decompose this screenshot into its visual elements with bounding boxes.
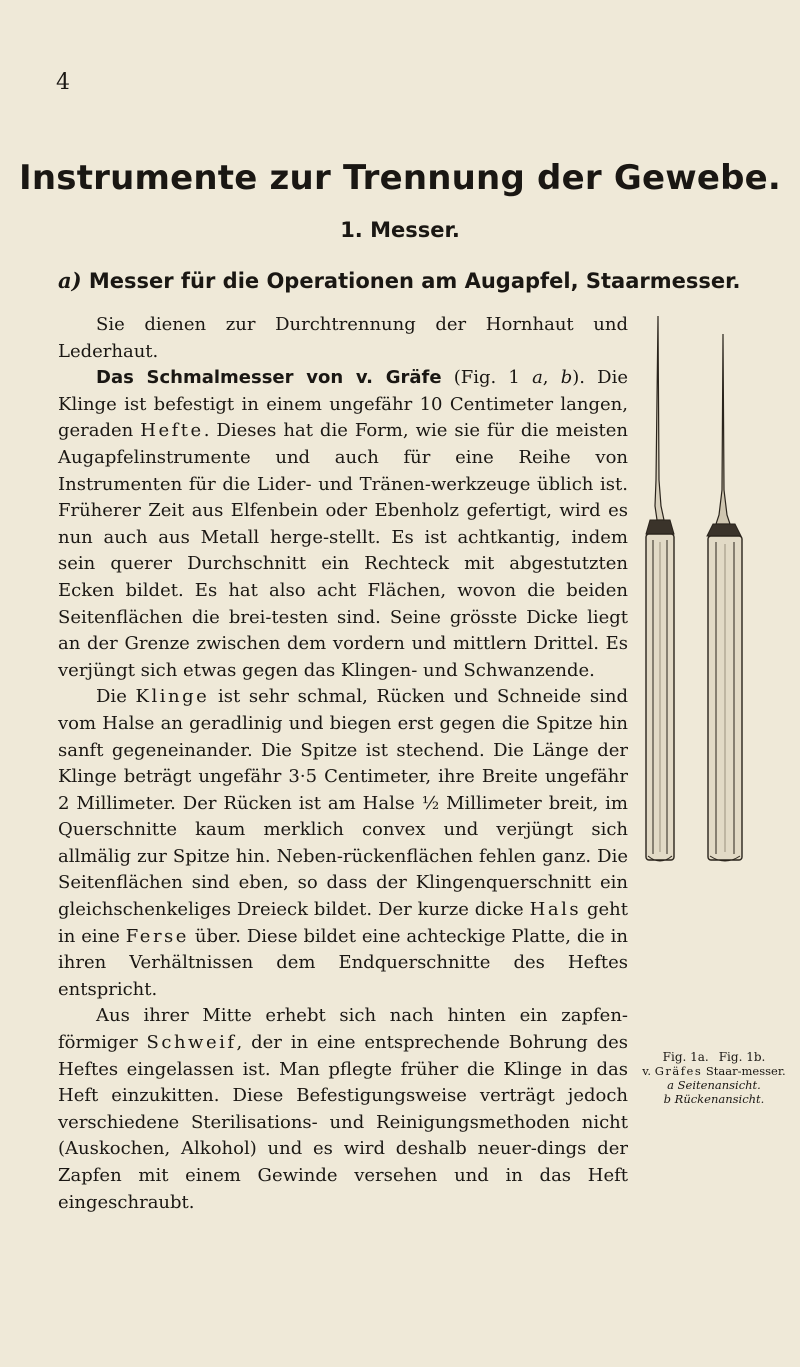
term-klinge: Klinge: [135, 686, 210, 708]
knife-figure: [628, 310, 798, 870]
figure-label-a: Fig. 1a.: [662, 1050, 709, 1064]
paragraph-3: [58, 684, 628, 1003]
p2-text-2: . Dieses hat die Form, wie sie für die meisten Augapfelinstrumente und auch für eine Reihe von Instrumenten für die Lider- und Tränen-werkzeuge üblich ist. Früherer Zeit aus Elfenbein oder Ebenholz gefertigt, wird es nun auch aus Metall herge-stellt. Es ist achtkantig, indem sein querer Durchschnitt ein Rechteck mit abgestutzten Ecken bildet. Es hat also acht Flächen, wovon die beiden Seitenflächen die brei-testen sind. Seine grösste Dicke liegt an der Grenze zwischen dem vordern und mittlern Drittel. Es verjüngt sich etwas gegen das Klingen- und Schwanzende.: [58, 420, 629, 681]
section-heading-text: Messer für die Operationen am Augapfel, Staarmesser.: [88, 269, 741, 293]
figure-legend-b: b Rückenansicht.: [663, 1092, 765, 1106]
paragraph-1: Sie dienen zur Durchtrennung der Hornhaut und Lederhaut.: [58, 314, 628, 362]
figure-title: [628, 1064, 800, 1078]
figure-maker-suffix: Staar-messer.: [702, 1064, 786, 1078]
instrument-heading: Das Schmalmesser von v. Gräfe: [96, 367, 442, 389]
figure-ref-b: b: [560, 367, 573, 389]
knife-side-view-icon: [646, 316, 674, 861]
section-letter: a): [58, 268, 82, 293]
term-schweif: Schweif: [146, 1032, 237, 1054]
chapter-subtitle: 1. Messer.: [340, 218, 460, 242]
figure-maker-name: Gräfes: [654, 1064, 703, 1078]
body-text: [58, 312, 628, 1216]
p3-text-1: ist sehr schmal, Rücken und Schneide sind vom Halse an geradlinig und biegen erst gegen die Spitze hin sanft gegeneinander. Die Spitze ist stechend. Die Länge der Klinge beträgt ungefähr 3·5 Centimeter, ihre Breite ungefähr 2 Millimeter. Der Rücken ist am Halse ½ Millimeter breit, im Querschnitte kaum merklich convex und verjüngt sich allmälig zur Spitze hin. Neben-rückenflächen fehlen ganz. Die Seitenflächen sind eben, so dass der Klingenquerschnitt ein gleichschenkeliges Dreieck bildet. Der kurze dicke: [58, 686, 629, 921]
term-hals: Hals: [529, 899, 582, 921]
paragraph-2: [58, 365, 628, 684]
figure-labels: [628, 1050, 800, 1064]
p3-text-2: geht in eine: [58, 899, 628, 947]
figure-caption: [628, 1050, 800, 1106]
figure-ref-a: a: [532, 367, 543, 389]
page-number: 4: [56, 70, 70, 95]
page-title: Instrumente zur Trennung der Gewebe.: [19, 158, 781, 198]
figure-ref-open: (Fig. 1: [453, 367, 533, 389]
figure-ref-close: ).: [572, 367, 585, 389]
figure-label-b: Fig. 1b.: [718, 1050, 766, 1064]
p3-text-3: über. Diese bildet eine achteckige Platte, die in ihren Verhältnissen dem Endquerschnitte des Heftes entspricht.: [58, 925, 628, 1000]
section-heading: [58, 268, 800, 293]
p2-text-1: Die Klinge ist befestigt in einem ungefähr 10 Centimeter langen, geraden: [58, 367, 628, 442]
figure-legend-a: a Seitenansicht.: [667, 1078, 761, 1092]
p4-text-1: , der in eine entsprechende Bohrung des Heftes eingelassen ist. Man pflegte früher die Klinge in das Heft einzukitten. Diese Befestigungsweise verträgt jedoch verschiedene Sterilisations- und Reinigungsmethoden nicht (Auskochen, Alkohol) und es wird deshalb neuer-dings der Zapfen mit einem Gewinde versehen und in das Heft eingeschraubt.: [58, 1032, 628, 1213]
paragraph-4: [58, 1003, 628, 1216]
knife-illustration: [628, 310, 798, 870]
p4-lead: Aus ihrer Mitte erhebt sich nach hinten ein zapfen-förmiger: [58, 1005, 628, 1054]
knife-back-view-icon: [707, 334, 742, 861]
term-hefte: Hefte: [140, 420, 204, 442]
term-ferse: Ferse: [125, 925, 189, 947]
figure-maker-prefix: v.: [642, 1064, 655, 1078]
figure-ref-sep: ,: [542, 367, 561, 389]
p3-lead: Die: [96, 686, 136, 708]
